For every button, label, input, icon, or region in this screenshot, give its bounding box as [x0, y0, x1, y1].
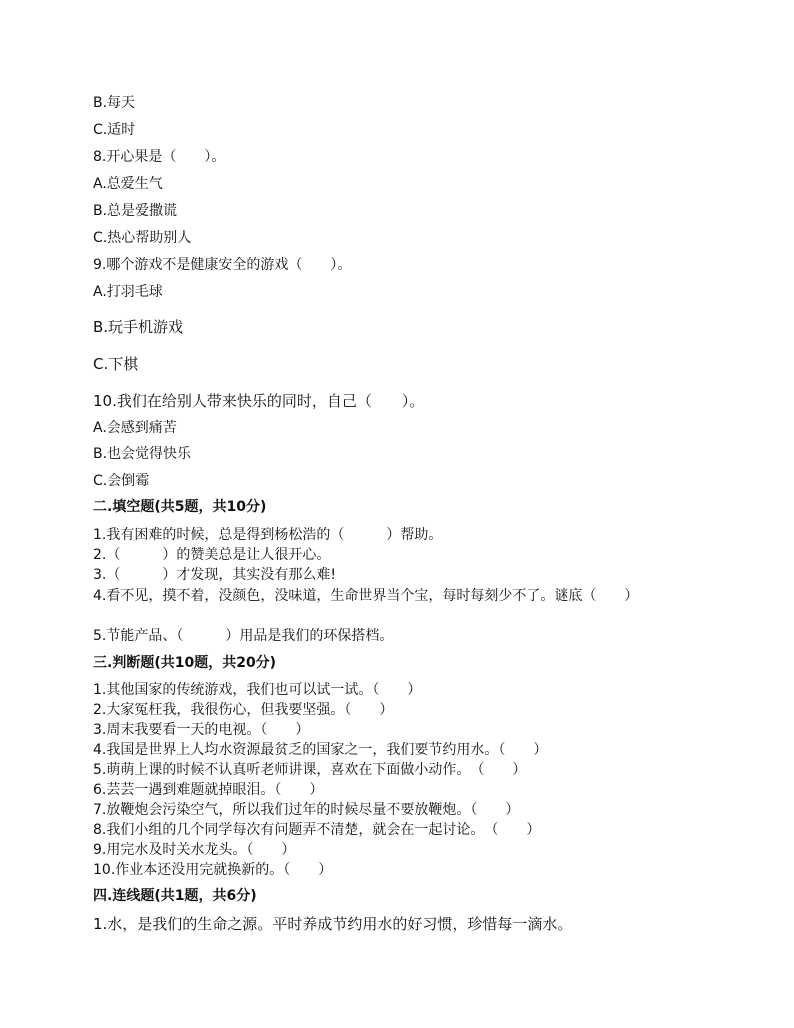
q9-option-c: C.下棋 [93, 355, 139, 373]
fill-blank-item: 5.节能产品、（ ）用品是我们的环保搭档。 [93, 628, 394, 644]
q7-option-c: C.适时 [93, 122, 136, 138]
q10-stem: 10.我们在给别人带来快乐的同时，自己（ ）。 [93, 392, 425, 410]
true-false-item: 10.作业本还没用完就换新的。（ ） [93, 862, 333, 878]
q10-option-a: A.会感到痛苦 [93, 420, 177, 436]
true-false-item: 1.其他国家的传统游戏，我们也可以试一试。（ ） [93, 682, 422, 698]
q9-option-b: B.玩手机游戏 [93, 318, 184, 336]
fill-blank-item: 3.（ ）才发现，其实没有那么难! [93, 567, 336, 583]
section-matching-title: 四.连线题(共1题，共6分) [93, 888, 257, 904]
true-false-item: 3.周末我要看一天的电视。（ ） [93, 722, 310, 738]
q10-option-b: B.也会觉得快乐 [93, 446, 192, 462]
true-false-item: 7.放鞭炮会污染空气，所以我们过年的时候尽量不要放鞭炮。（ ） [93, 802, 520, 818]
true-false-item: 9.用完水及时关水龙头。（ ） [93, 842, 296, 858]
q8-stem: 8.开心果是（ ）。 [93, 149, 226, 165]
true-false-item: 5.萌萌上课的时候不认真听老师讲课，喜欢在下面做小动作。 （ ） [93, 762, 527, 778]
true-false-item: 8.我们小组的几个同学每次有问题弄不清楚，就会在一起讨论。 （ ） [93, 822, 541, 838]
true-false-item: 6.芸芸一遇到难题就掉眼泪。（ ） [93, 782, 324, 798]
true-false-item: 4.我国是世界上人均水资源最贫乏的国家之一，我们要节约用水。（ ） [93, 742, 548, 758]
q7-option-b: B.每天 [93, 95, 136, 111]
fill-blank-item: 2.（ ）的赞美总是让人很开心。 [93, 547, 331, 563]
q9-stem: 9.哪个游戏不是健康安全的游戏（ ）。 [93, 257, 352, 273]
q8-option-a: A.总爱生气 [93, 176, 163, 192]
q8-option-b: B.总是爱撒谎 [93, 203, 178, 219]
true-false-item: 2.大家冤枉我，我很伤心，但我要坚强。（ ） [93, 702, 394, 718]
fill-blank-item: 1.我有困难的时候，总是得到杨松浩的（ ）帮助。 [93, 527, 443, 543]
q10-option-c: C.会倒霉 [93, 473, 150, 489]
q8-option-c: C.热心帮助别人 [93, 230, 192, 246]
fill-blank-item: 4.看不见，摸不着，没颜色，没味道，生命世界当个宝，每时每刻少不了。谜底（ ） [93, 588, 639, 604]
section-true-false-title: 三.判断题(共10题，共20分) [93, 655, 277, 671]
section-fill-blank-title: 二.填空题(共5题，共10分) [93, 499, 267, 515]
matching-item: 1.水，是我们的生命之源。平时养成节约用水的好习惯，珍惜每一滴水。 [93, 915, 573, 933]
q9-option-a: A.打羽毛球 [93, 284, 163, 300]
